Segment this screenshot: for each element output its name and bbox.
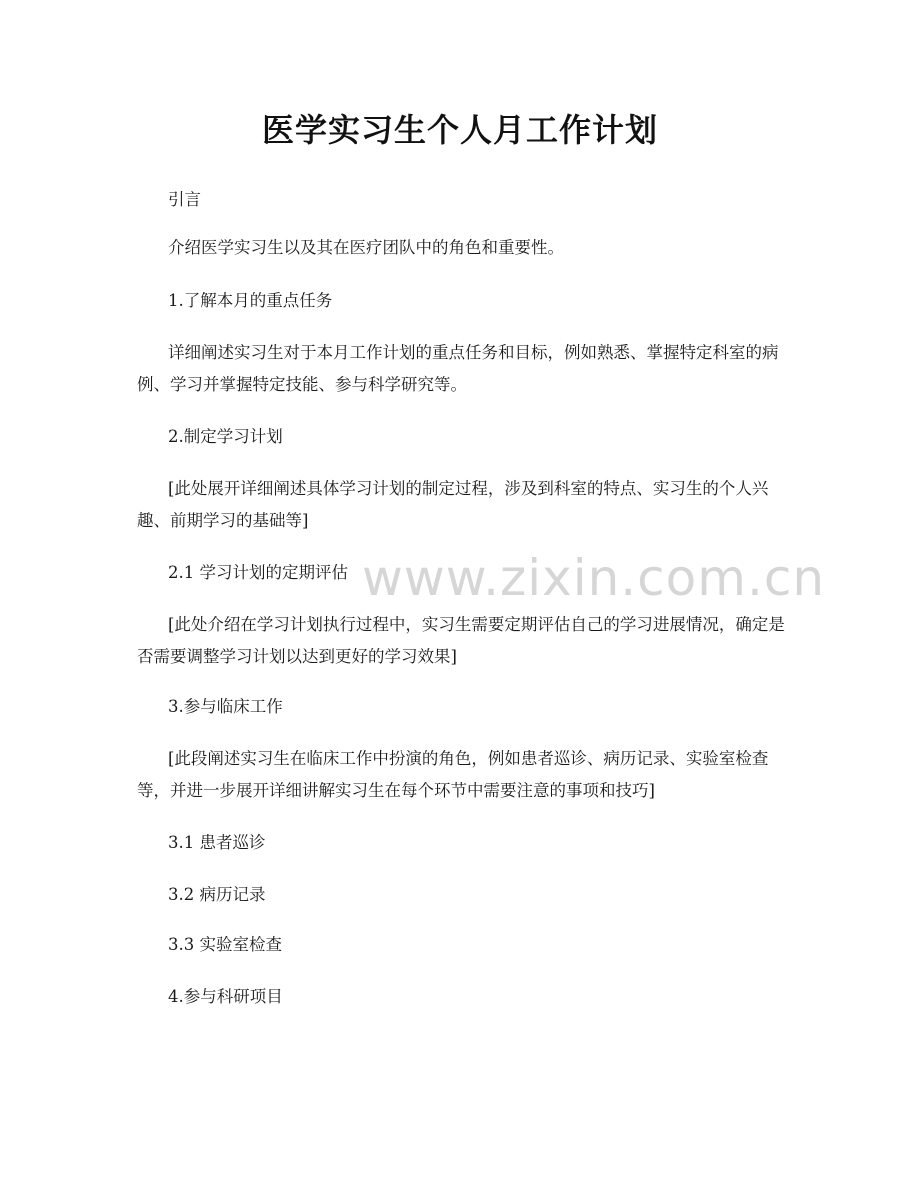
paragraph-section-2: [此处展开详细阐述具体学习计划的制定过程，涉及到科室的特点、实习生的个人兴趣、前期学习的基础等] bbox=[137, 479, 769, 530]
section-heading-4: 4.参与科研项目 bbox=[168, 987, 283, 1006]
section-heading-3-3: 3.3 实验室检查 bbox=[168, 935, 282, 954]
section-heading-2: 2.制定学习计划 bbox=[168, 427, 283, 446]
section-heading-3-1: 3.1 患者巡诊 bbox=[168, 833, 266, 852]
document-title: 医学实习生个人月工作计划 bbox=[261, 111, 658, 149]
paragraph-intro-heading: 引言 bbox=[168, 190, 201, 209]
paragraph-section-3: [此段阐述实习生在临床工作中扮演的角色，例如患者巡诊、病历记录、实验室检查等，并进一步展开详细讲解实习生在每个环节中需要注意的事项和技巧] bbox=[137, 749, 769, 800]
section-heading-3: 3.参与临床工作 bbox=[168, 697, 283, 716]
paragraph-section-2-1: [此处介绍在学习计划执行过程中，实习生需要定期评估自己的学习进展情况，确定是否需要调整学习计划以达到更好的学习效果] bbox=[137, 615, 785, 666]
paragraph-section-1: 详细阐述实习生对于本月工作计划的重点任务和目标，例如熟悉、掌握特定科室的病例、学习并掌握特定技能、参与科学研究等。 bbox=[137, 343, 779, 394]
section-heading-3-2: 3.2 病历记录 bbox=[168, 885, 266, 904]
paragraph-intro-text: 介绍医学实习生以及其在医疗团队中的角色和重要性。 bbox=[168, 238, 564, 257]
section-heading-2-1: 2.1 学习计划的定期评估 bbox=[168, 563, 348, 582]
section-heading-1: 1.了解本月的重点任务 bbox=[168, 291, 333, 310]
watermark: www.zixin.com.cn bbox=[362, 549, 826, 607]
